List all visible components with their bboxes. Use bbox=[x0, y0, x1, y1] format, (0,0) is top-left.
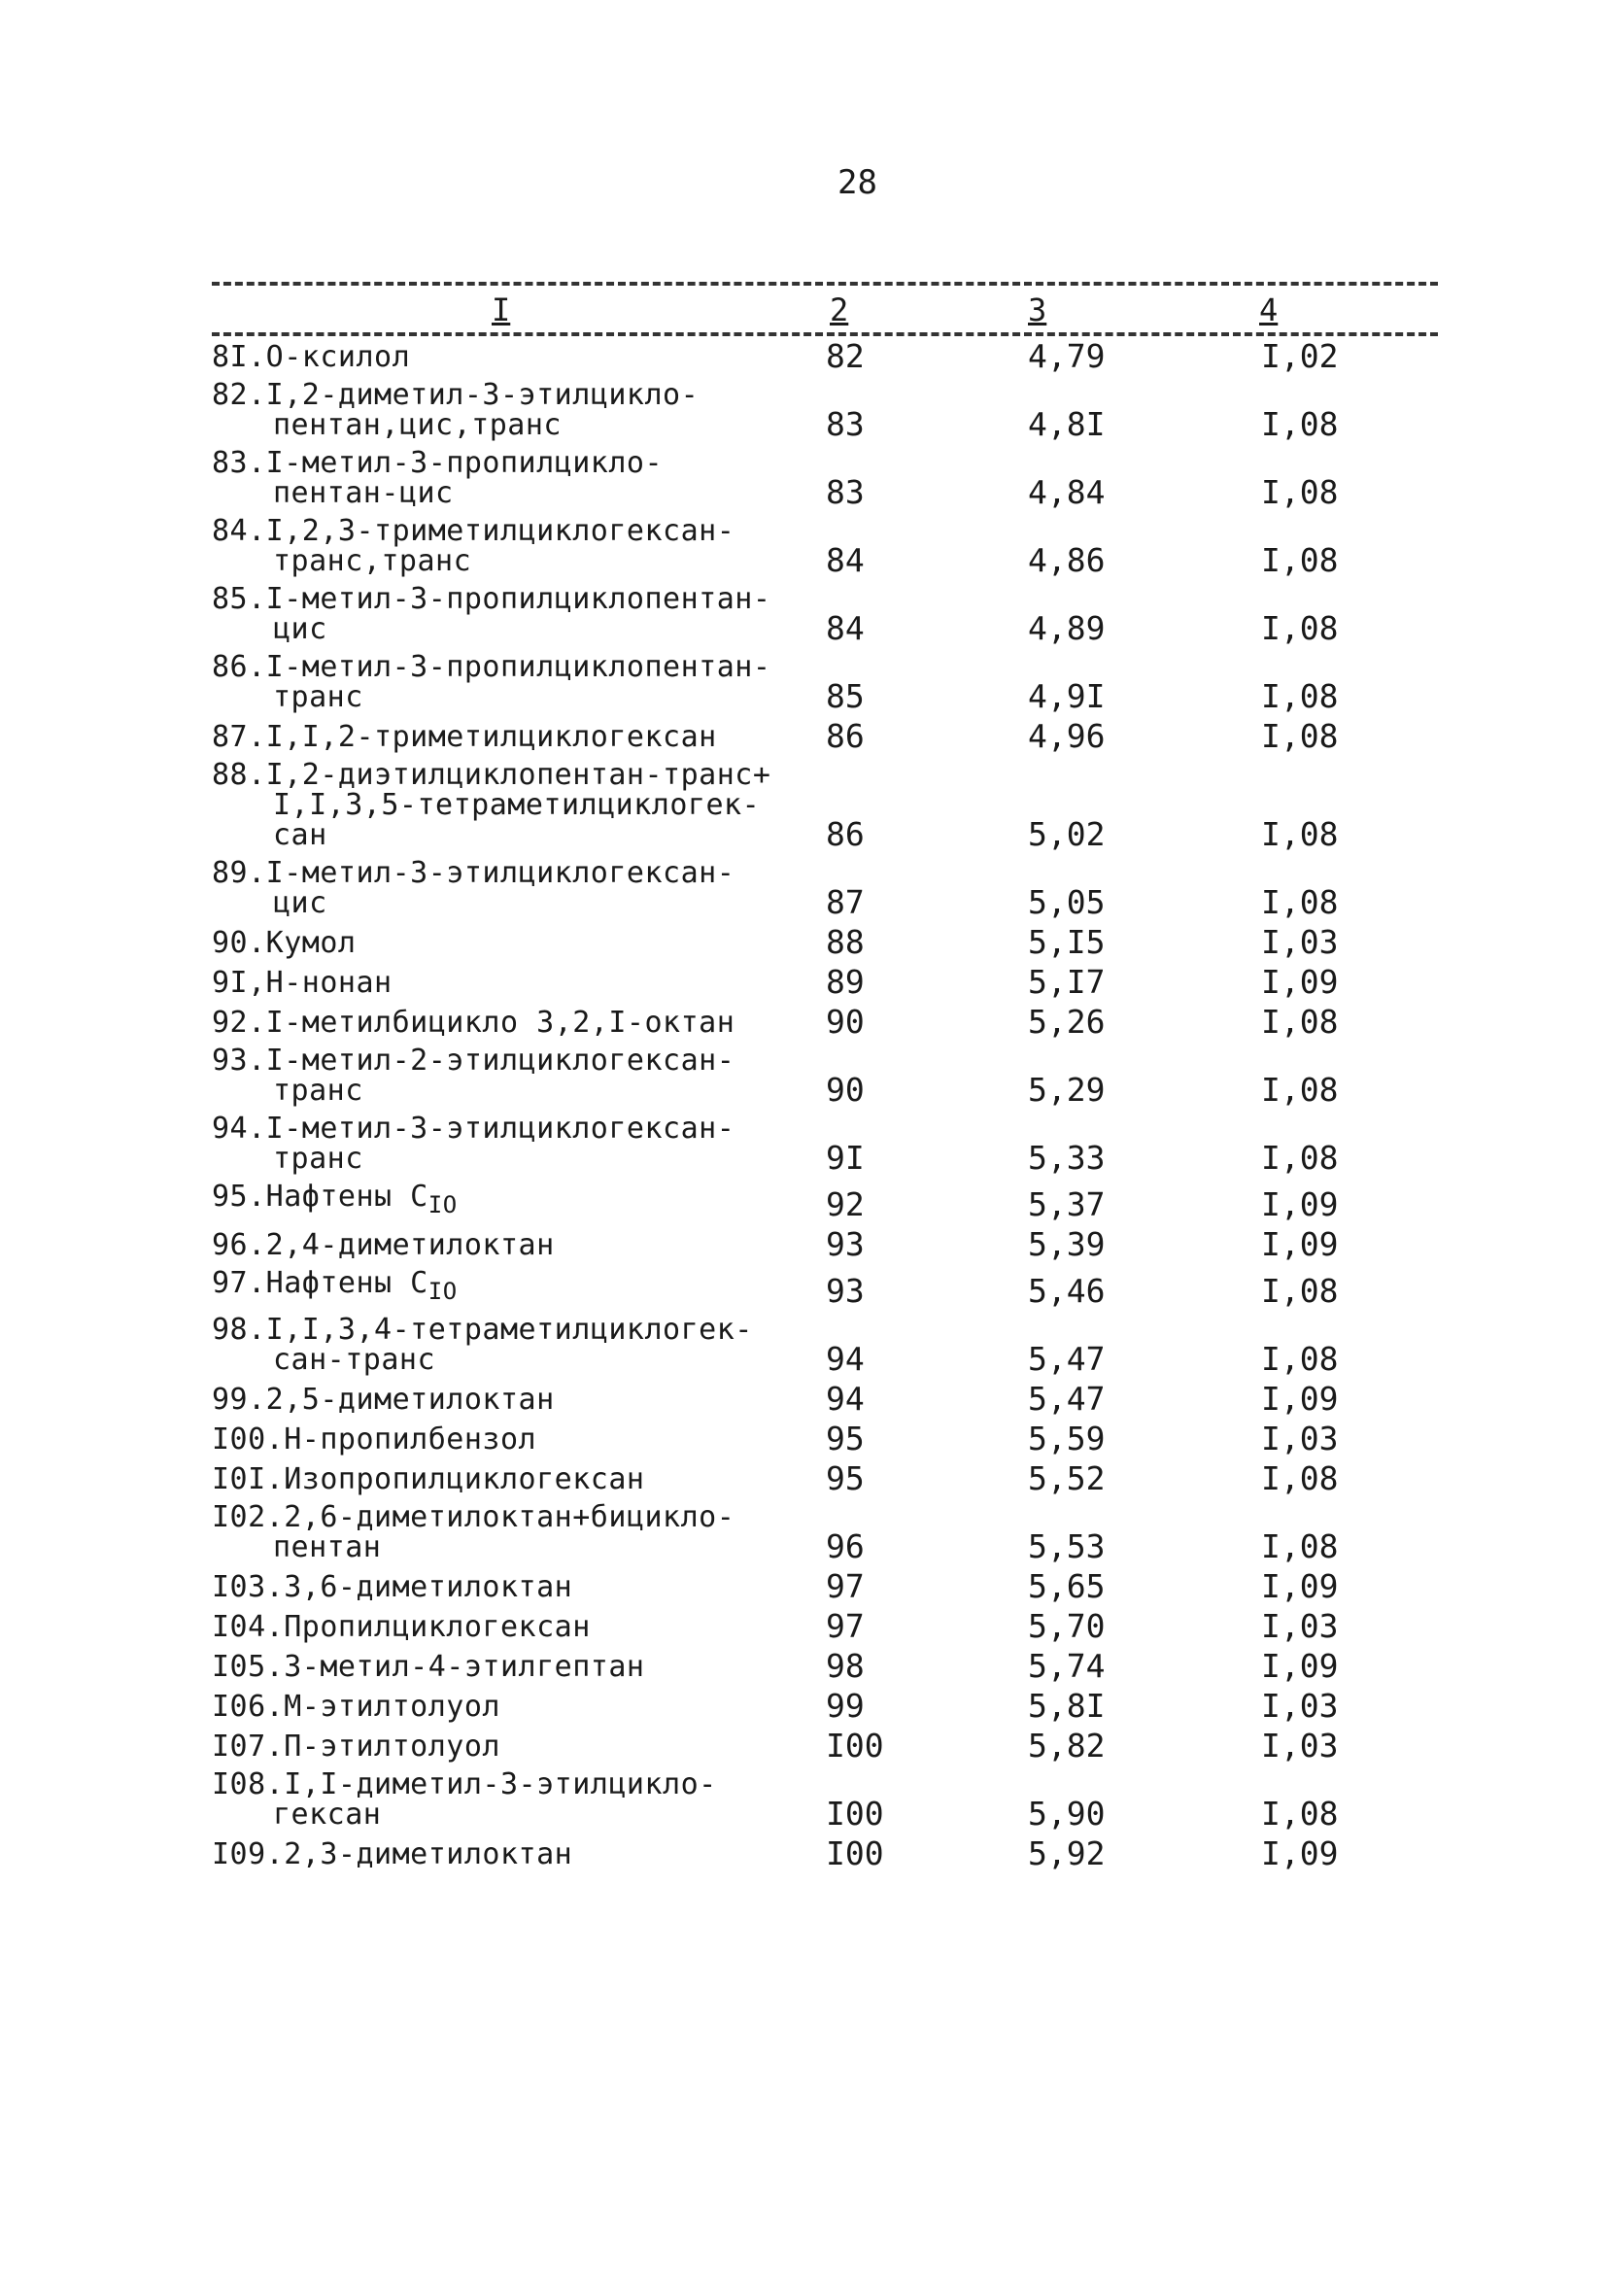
cell-c4: I,09 bbox=[1261, 1834, 1339, 1872]
cell-c2: 89 bbox=[826, 963, 865, 1001]
compound-name-line: I08.I,I-диметил-3-этилцикло- bbox=[212, 1767, 717, 1801]
compound-name-line: 8I.O-ксилол bbox=[212, 340, 411, 374]
compound-name bbox=[212, 722, 816, 752]
table-row bbox=[212, 1266, 1426, 1310]
table-row bbox=[212, 923, 1426, 961]
compound-name-line: цис bbox=[273, 612, 327, 646]
subscript: IO bbox=[427, 1278, 458, 1305]
cell-c3: 5,59 bbox=[1028, 1420, 1106, 1457]
compound-name bbox=[212, 1230, 816, 1260]
compound-name-line: транс bbox=[273, 680, 363, 714]
cell-c3: 5,70 bbox=[1028, 1607, 1106, 1645]
table-row bbox=[212, 582, 1426, 647]
compound-name-line: I07.П-этилтолуол bbox=[212, 1730, 500, 1764]
compound-name-line: пентан,цис,транс bbox=[273, 408, 562, 442]
table-row bbox=[212, 1422, 1426, 1455]
compound-name-line: 9I,Н-нонан bbox=[212, 966, 393, 1000]
cell-c4: I,08 bbox=[1261, 1003, 1339, 1041]
compound-name bbox=[212, 968, 816, 998]
compound-name-line: транс,транс bbox=[273, 544, 472, 578]
compound-name-line: транс bbox=[273, 1074, 363, 1108]
cell-c2: 92 bbox=[826, 1185, 865, 1223]
cell-c4: I,08 bbox=[1261, 609, 1339, 647]
compound-name bbox=[212, 1612, 816, 1642]
table-row bbox=[212, 1727, 1426, 1765]
compound-name-line: 83.I-метил-3-пропилцикло- bbox=[212, 446, 664, 480]
compound-name bbox=[212, 584, 816, 644]
column-header-4: 4 bbox=[1253, 291, 1283, 328]
cell-c3: 5,I5 bbox=[1028, 923, 1106, 961]
compound-name-line: 95.Нафтены $C_{IO}$ bbox=[212, 1180, 458, 1218]
cell-c2: 94 bbox=[826, 1380, 865, 1418]
cell-c3: 5,90 bbox=[1028, 1795, 1106, 1833]
table-row bbox=[212, 963, 1426, 1001]
cell-c2: 85 bbox=[826, 677, 865, 715]
table-row bbox=[212, 1687, 1426, 1725]
compound-name bbox=[212, 1502, 816, 1562]
cell-c4: I,08 bbox=[1261, 1071, 1339, 1109]
compound-name-line: 98.I,I,3,4-тетраметилциклогек- bbox=[212, 1313, 753, 1347]
cell-c2: I00 bbox=[826, 1727, 884, 1765]
compound-name bbox=[212, 1424, 816, 1455]
table-row bbox=[212, 1834, 1426, 1872]
cell-c2: 95 bbox=[826, 1459, 865, 1497]
compound-name bbox=[212, 1692, 816, 1722]
table-row bbox=[212, 514, 1426, 579]
compound-name bbox=[212, 1731, 816, 1762]
compound-name bbox=[212, 760, 816, 850]
compound-name-line: 94.I-метил-3-этилциклогексан- bbox=[212, 1112, 735, 1146]
cell-c3: 5,65 bbox=[1028, 1567, 1106, 1605]
compound-name-line: 89.I-метил-3-этилциклогексан- bbox=[212, 856, 735, 890]
cell-c3: 4,84 bbox=[1028, 473, 1106, 511]
cell-c3: 5,47 bbox=[1028, 1380, 1106, 1418]
cell-c4: I,08 bbox=[1261, 1272, 1339, 1310]
column-header-2: 2 bbox=[824, 291, 854, 328]
cell-c2: 95 bbox=[826, 1420, 865, 1457]
compound-name-line: 85.I-метил-3-пропилциклопентан- bbox=[212, 582, 771, 616]
cell-c4: I,08 bbox=[1261, 677, 1339, 715]
table-header-rule bbox=[212, 332, 1438, 336]
cell-c4: I,03 bbox=[1261, 923, 1339, 961]
cell-c2: 94 bbox=[826, 1340, 865, 1378]
compound-name bbox=[212, 342, 816, 372]
cell-c2: 82 bbox=[826, 337, 865, 375]
cell-c2: 87 bbox=[826, 883, 865, 921]
cell-c2: 99 bbox=[826, 1687, 865, 1725]
compound-name bbox=[212, 652, 816, 712]
cell-c2: 86 bbox=[826, 717, 865, 755]
compound-name-line: I02.2,6-диметилоктан+бицикло- bbox=[212, 1500, 735, 1534]
table-row bbox=[212, 446, 1426, 511]
compound-name bbox=[212, 1008, 816, 1038]
cell-c4: I,09 bbox=[1261, 1380, 1339, 1418]
compound-name bbox=[212, 448, 816, 508]
compound-name-line: 99.2,5-диметилоктан bbox=[212, 1383, 555, 1417]
compound-name bbox=[212, 928, 816, 958]
cell-c2: 9I bbox=[826, 1139, 865, 1177]
compound-name bbox=[212, 380, 816, 440]
compound-name-line: 84.I,2,3-триметилциклогексан- bbox=[212, 514, 735, 548]
compound-name-line: сан bbox=[273, 818, 327, 852]
compound-name bbox=[212, 516, 816, 576]
cell-c3: 4,86 bbox=[1028, 541, 1106, 579]
compound-name-line: пентан bbox=[273, 1530, 382, 1564]
cell-c2: 88 bbox=[826, 923, 865, 961]
compound-name-line: I09.2,3-диметилоктан bbox=[212, 1837, 573, 1871]
column-header-3: 3 bbox=[1022, 291, 1052, 328]
compound-name bbox=[212, 1182, 816, 1220]
cell-c3: 4,9I bbox=[1028, 677, 1106, 715]
table-row bbox=[212, 1003, 1426, 1041]
compound-name bbox=[212, 1268, 816, 1307]
cell-c3: 5,02 bbox=[1028, 815, 1106, 853]
cell-c3: 5,47 bbox=[1028, 1340, 1106, 1378]
compound-name-line: I00.Н-пропилбензол bbox=[212, 1422, 537, 1456]
compound-name-line: 87.I,I,2-триметилциклогексан bbox=[212, 720, 717, 754]
compound-name-line: цис bbox=[273, 886, 327, 920]
cell-c4: I,08 bbox=[1261, 717, 1339, 755]
subscript: IO bbox=[427, 1191, 458, 1218]
cell-c2: 83 bbox=[826, 473, 865, 511]
compound-name-line: I03.3,6-диметилоктан bbox=[212, 1570, 573, 1604]
compound-name-line: I04.Пропилциклогексан bbox=[212, 1610, 591, 1644]
table-row bbox=[212, 856, 1426, 921]
table-row bbox=[212, 1380, 1426, 1418]
compound-name-line: I0I.Изопропилциклогексан bbox=[212, 1462, 645, 1496]
table-row bbox=[212, 1607, 1426, 1645]
cell-c3: 4,96 bbox=[1028, 717, 1106, 755]
cell-c2: 97 bbox=[826, 1567, 865, 1605]
compound-name bbox=[212, 1464, 816, 1494]
compound-name bbox=[212, 1385, 816, 1415]
cell-c3: 5,29 bbox=[1028, 1071, 1106, 1109]
cell-c4: I,09 bbox=[1261, 963, 1339, 1001]
compound-name-line: транс bbox=[273, 1142, 363, 1176]
compound-name-line: пентан-цис bbox=[273, 476, 454, 510]
table-row bbox=[212, 1459, 1426, 1497]
compound-name-line: 90.Кумол bbox=[212, 926, 357, 960]
cell-c3: 5,37 bbox=[1028, 1185, 1106, 1223]
cell-c3: 5,92 bbox=[1028, 1834, 1106, 1872]
compound-name-line: 88.I,2-диэтилциклопентан-транс+ bbox=[212, 758, 771, 792]
table-row bbox=[212, 1044, 1426, 1109]
cell-c2: 84 bbox=[826, 541, 865, 579]
cell-c3: 4,89 bbox=[1028, 609, 1106, 647]
table-row bbox=[212, 650, 1426, 715]
table-row bbox=[212, 1225, 1426, 1263]
table-row bbox=[212, 717, 1426, 755]
cell-c4: I,08 bbox=[1261, 473, 1339, 511]
compound-name-line: 92.I-метилбицикло 3,2,I-октан bbox=[212, 1006, 735, 1040]
cell-c2: 83 bbox=[826, 405, 865, 443]
compound-name-line: гексан bbox=[273, 1798, 382, 1832]
table-row bbox=[212, 1500, 1426, 1565]
cell-c4: I,08 bbox=[1261, 1340, 1339, 1378]
cell-c4: I,08 bbox=[1261, 815, 1339, 853]
cell-c3: 5,52 bbox=[1028, 1459, 1106, 1497]
table-row bbox=[212, 1567, 1426, 1605]
compound-name bbox=[212, 1045, 816, 1106]
cell-c4: I,02 bbox=[1261, 337, 1339, 375]
cell-c4: I,08 bbox=[1261, 1459, 1339, 1497]
cell-c4: I,08 bbox=[1261, 883, 1339, 921]
cell-c4: I,03 bbox=[1261, 1727, 1339, 1765]
compound-name-line: 93.I-метил-2-этилциклогексан- bbox=[212, 1044, 735, 1078]
compound-name-line: 86.I-метил-3-пропилциклопентан- bbox=[212, 650, 771, 684]
cell-c2: 93 bbox=[826, 1225, 865, 1263]
table-row bbox=[212, 1112, 1426, 1177]
compound-name bbox=[212, 858, 816, 918]
cell-c2: 97 bbox=[826, 1607, 865, 1645]
compound-name-line: I06.М-этилтолуол bbox=[212, 1690, 500, 1724]
cell-c2: 84 bbox=[826, 609, 865, 647]
cell-c2: 93 bbox=[826, 1272, 865, 1310]
cell-c4: I,08 bbox=[1261, 1795, 1339, 1833]
table-row bbox=[212, 1313, 1426, 1378]
table-row bbox=[212, 1767, 1426, 1833]
cell-c3: 5,82 bbox=[1028, 1727, 1106, 1765]
table-row bbox=[212, 1647, 1426, 1685]
cell-c3: 5,33 bbox=[1028, 1139, 1106, 1177]
compound-name-line: 82.I,2-диметил-3-этилцикло- bbox=[212, 378, 700, 412]
compound-name-line: I,I,3,5-тетраметилциклогек- bbox=[273, 788, 761, 822]
compound-name bbox=[212, 1839, 816, 1869]
compound-table bbox=[212, 337, 1426, 1877]
compound-name-line: сан-транс bbox=[273, 1343, 436, 1377]
compound-name-line: 96.2,4-диметилоктан bbox=[212, 1228, 555, 1262]
page-number: 28 bbox=[837, 163, 877, 202]
cell-c2: 96 bbox=[826, 1527, 865, 1565]
table-row bbox=[212, 378, 1426, 443]
cell-c3: 5,46 bbox=[1028, 1272, 1106, 1310]
cell-c3: 5,05 bbox=[1028, 883, 1106, 921]
cell-c4: I,03 bbox=[1261, 1420, 1339, 1457]
cell-c4: I,08 bbox=[1261, 1527, 1339, 1565]
compound-name bbox=[212, 1652, 816, 1682]
cell-c4: I,09 bbox=[1261, 1185, 1339, 1223]
cell-c3: 5,53 bbox=[1028, 1527, 1106, 1565]
cell-c2: I00 bbox=[826, 1834, 884, 1872]
cell-c4: I,09 bbox=[1261, 1225, 1339, 1263]
cell-c4: I,08 bbox=[1261, 1139, 1339, 1177]
cell-c4: I,08 bbox=[1261, 405, 1339, 443]
column-header-1: I bbox=[486, 291, 516, 328]
cell-c4: I,03 bbox=[1261, 1607, 1339, 1645]
table-top-rule bbox=[212, 282, 1438, 286]
cell-c2: I00 bbox=[826, 1795, 884, 1833]
compound-name-line: I05.3-метил-4-этилгептан bbox=[212, 1650, 645, 1684]
compound-name-line: 97.Нафтены $C_{IO}$ bbox=[212, 1266, 458, 1305]
cell-c2: 90 bbox=[826, 1003, 865, 1041]
cell-c3: 5,39 bbox=[1028, 1225, 1106, 1263]
cell-c3: 5,74 bbox=[1028, 1647, 1106, 1685]
cell-c3: 4,8I bbox=[1028, 405, 1106, 443]
cell-c3: 5,8I bbox=[1028, 1687, 1106, 1725]
cell-c4: I,09 bbox=[1261, 1567, 1339, 1605]
table-row bbox=[212, 1180, 1426, 1223]
cell-c2: 90 bbox=[826, 1071, 865, 1109]
cell-c2: 86 bbox=[826, 815, 865, 853]
cell-c3: 5,I7 bbox=[1028, 963, 1106, 1001]
table-row bbox=[212, 337, 1426, 375]
compound-name bbox=[212, 1572, 816, 1602]
compound-name bbox=[212, 1114, 816, 1174]
cell-c4: I,03 bbox=[1261, 1687, 1339, 1725]
cell-c4: I,09 bbox=[1261, 1647, 1339, 1685]
compound-name bbox=[212, 1315, 816, 1375]
cell-c3: 5,26 bbox=[1028, 1003, 1106, 1041]
cell-c4: I,08 bbox=[1261, 541, 1339, 579]
table-row bbox=[212, 758, 1426, 853]
cell-c2: 98 bbox=[826, 1647, 865, 1685]
compound-name bbox=[212, 1769, 816, 1830]
cell-c3: 4,79 bbox=[1028, 337, 1106, 375]
